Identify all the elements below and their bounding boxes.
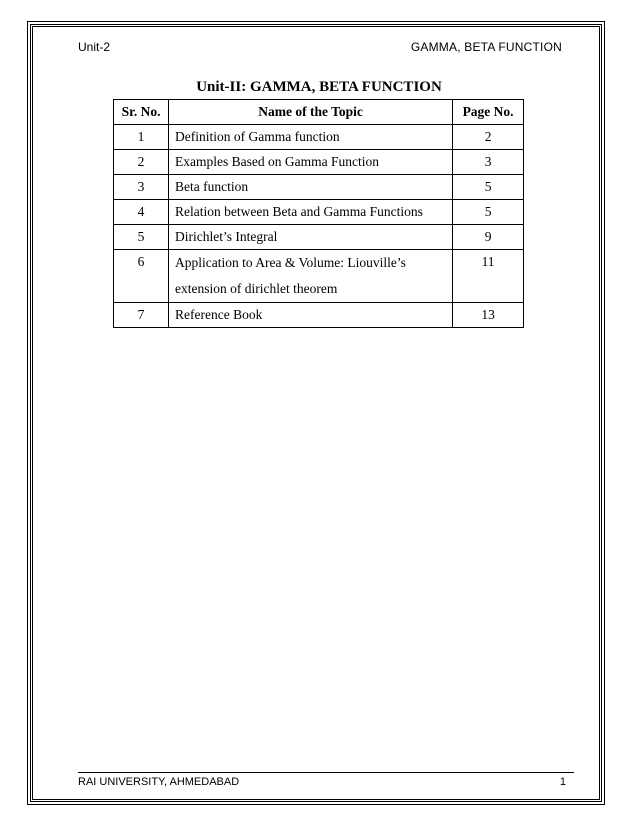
row-page-no: 5: [453, 200, 524, 225]
row-topic-line-2: extension of dirichlet theorem: [175, 281, 338, 296]
row-sr-no: 2: [114, 150, 169, 175]
row-sr-no: 5: [114, 225, 169, 250]
row-page-no: 5: [453, 175, 524, 200]
row-page-no: 3: [453, 150, 524, 175]
row-sr-no: 3: [114, 175, 169, 200]
row-topic: Relation between Beta and Gamma Functions: [169, 200, 453, 225]
table-row: [114, 125, 524, 150]
row-topic: Definition of Gamma function: [169, 125, 453, 150]
table-row: [114, 303, 524, 328]
table-row: [114, 175, 524, 200]
row-topic: Beta function: [169, 175, 453, 200]
document-title: Unit-II: GAMMA, BETA FUNCTION: [196, 79, 442, 95]
row-topic: [169, 250, 453, 303]
header-unit-label: Unit-2: [78, 40, 111, 54]
row-topic: Reference Book: [169, 303, 453, 328]
footer-institution: RAI UNIVERSITY, AHMEDABAD: [78, 776, 240, 788]
row-page-no: 2: [453, 125, 524, 150]
table-row: [114, 225, 524, 250]
row-topic: Dirichlet’s Integral: [169, 225, 453, 250]
table-row: [114, 250, 524, 303]
row-sr-no: 4: [114, 200, 169, 225]
contents-table: [113, 99, 524, 328]
row-sr-no: 6: [114, 250, 169, 303]
column-header-page-no: Page No.: [453, 100, 524, 125]
row-topic-line-1: Application to Area & Volume: Liouville’s: [175, 255, 406, 270]
row-topic: Examples Based on Gamma Function: [169, 150, 453, 175]
row-page-no: 11: [453, 250, 524, 303]
row-page-no: 9: [453, 225, 524, 250]
row-sr-no: 1: [114, 125, 169, 150]
footer-page-number: 1: [559, 776, 566, 788]
table-header-row: [114, 100, 524, 125]
row-page-no: 13: [453, 303, 524, 328]
column-header-sr-no: Sr. No.: [114, 100, 169, 125]
column-header-topic: Name of the Topic: [169, 100, 453, 125]
footer-rule: [78, 772, 574, 773]
table-row: [114, 200, 524, 225]
header-topic-label: GAMMA, BETA FUNCTION: [410, 40, 562, 54]
table-row: [114, 150, 524, 175]
row-sr-no: 7: [114, 303, 169, 328]
